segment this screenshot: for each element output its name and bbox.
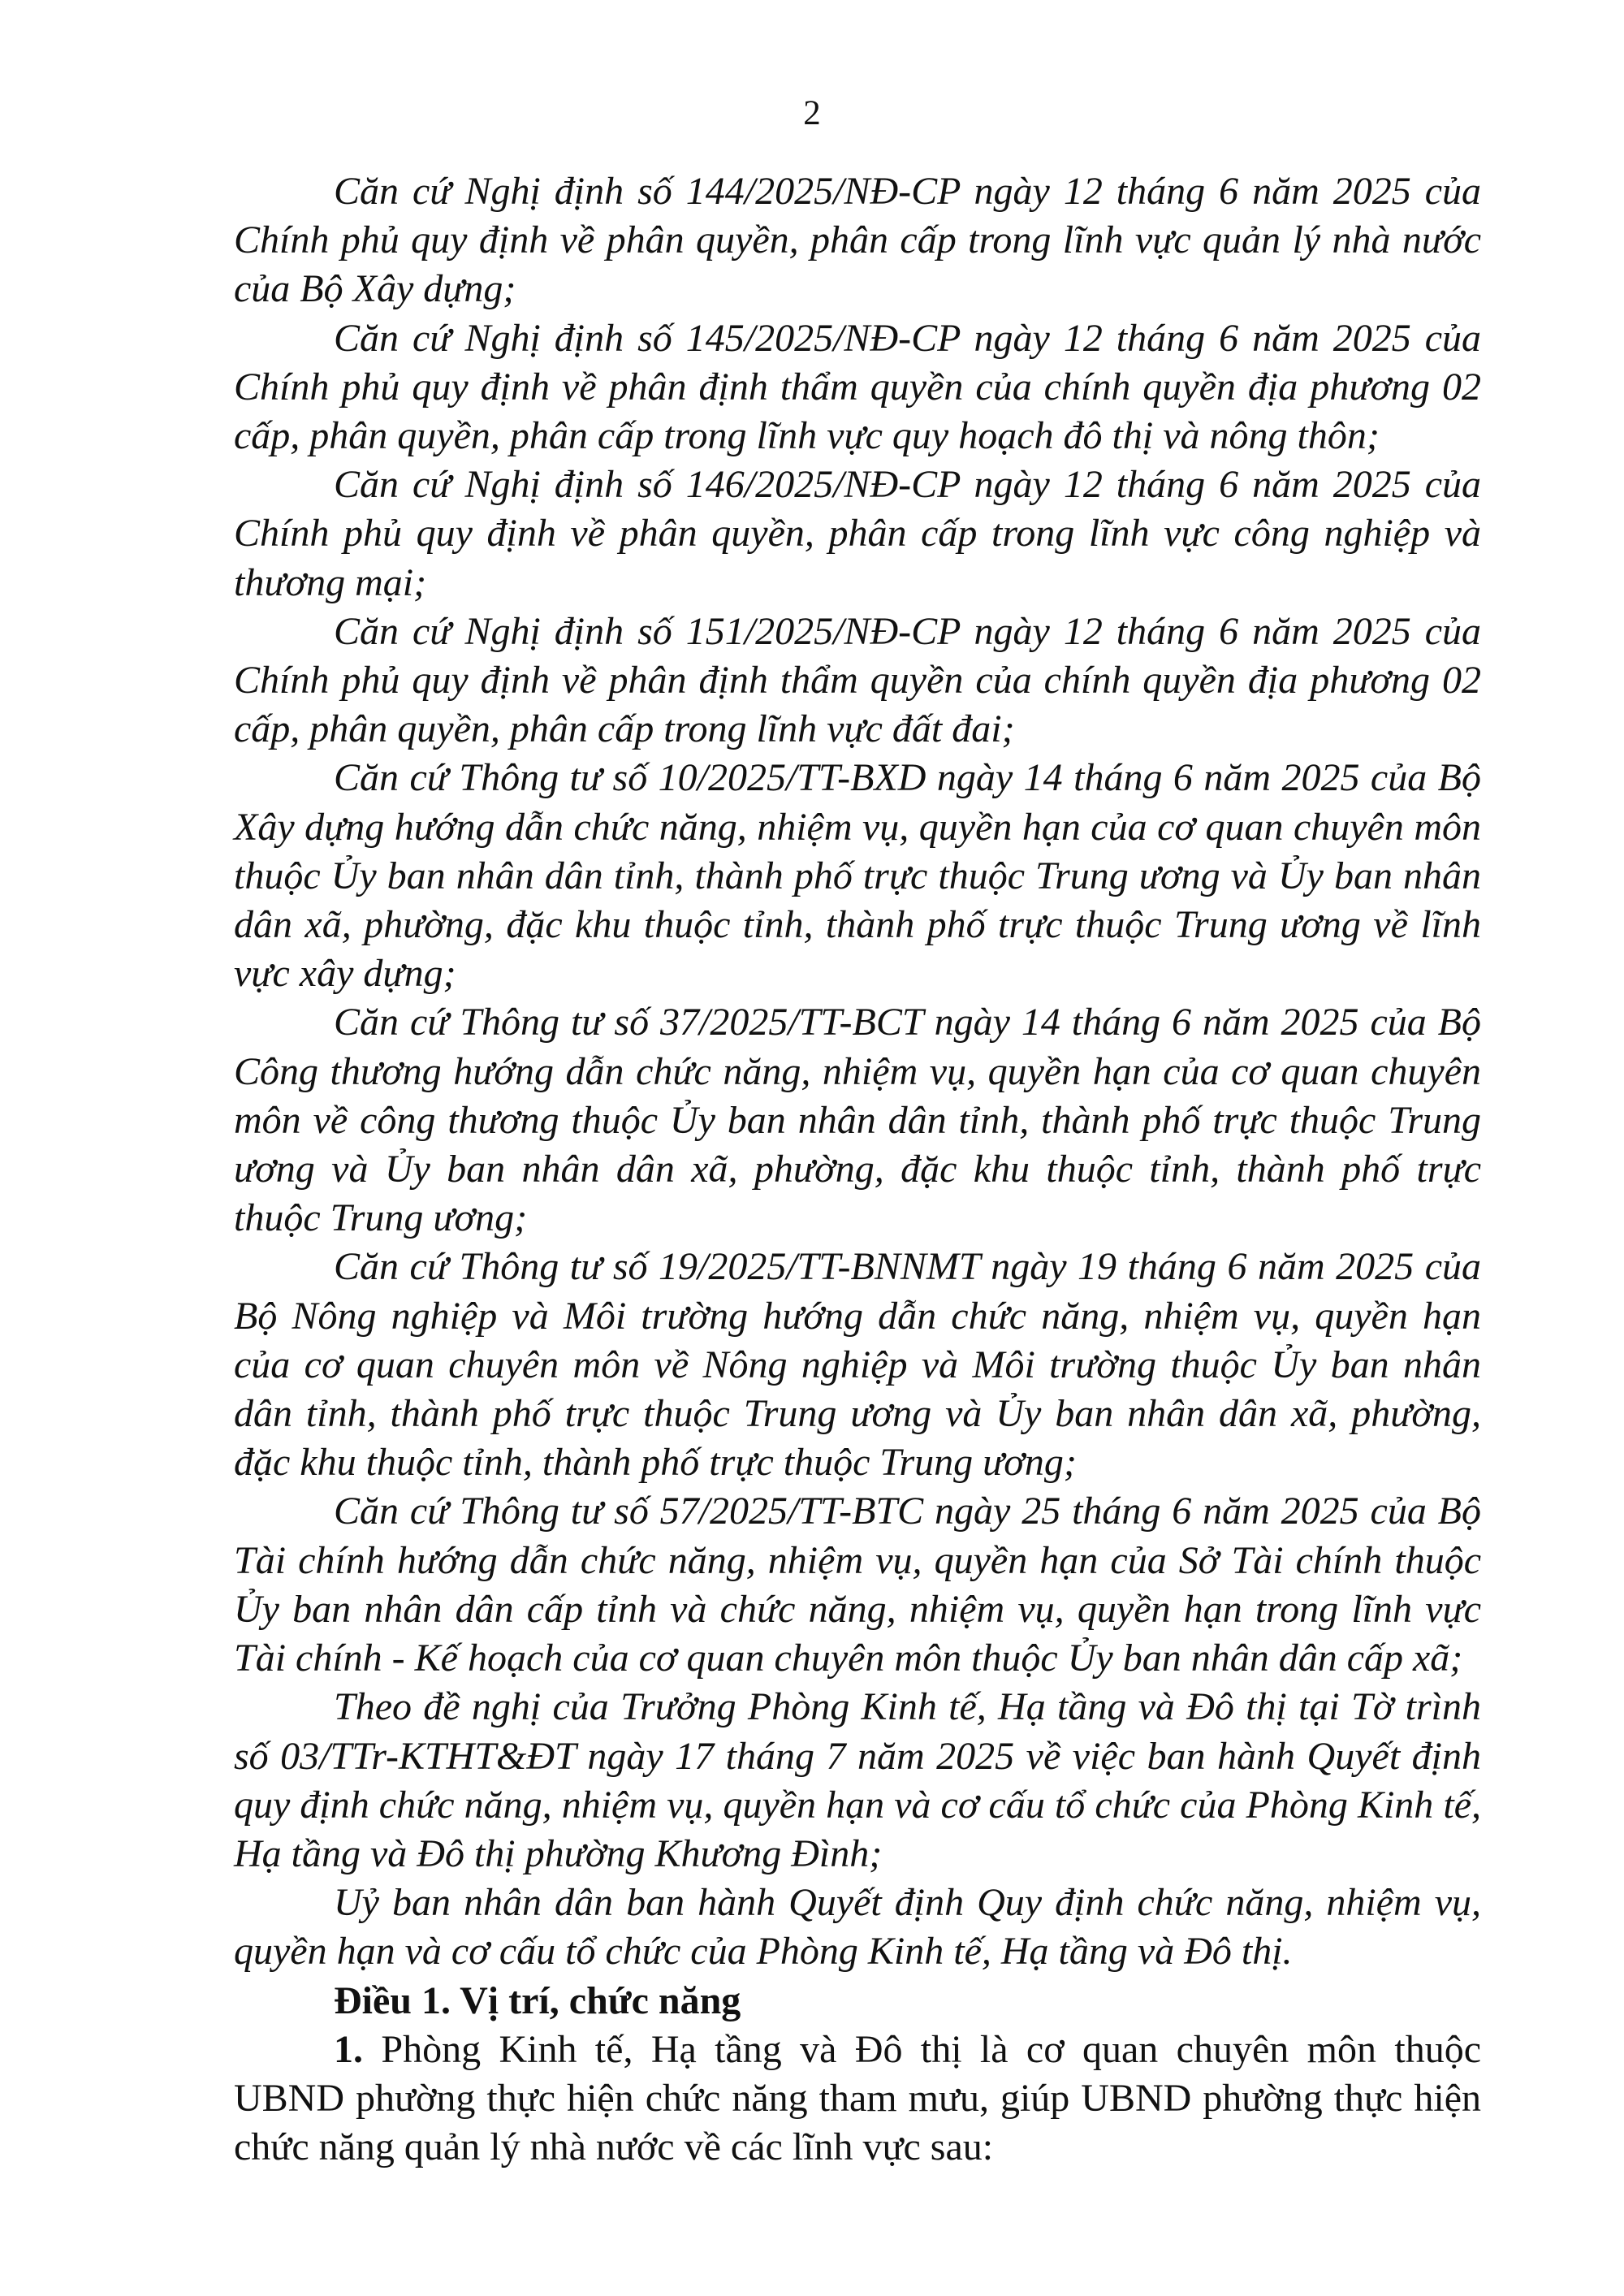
preamble-paragraph: Căn cứ Thông tư số 10/2025/TT-BXD ngày 14 tháng 6 năm 2025 của Bộ Xây dựng hướng dẫn chức năng, nhiệm vụ, quyền hạn của cơ quan chuyên môn thuộc Ủy ban nhân dân tỉnh, thành phố trực thuộc Trung ương và Ủy ban nhân dân xã, phường, đặc khu thuộc tỉnh, thành phố trực thuộc Trung ương về lĩnh vực xây dựng; [234, 756, 1481, 996]
clause-text: Phòng Kinh tế, Hạ tầng và Đô thị là cơ quan chuyên môn thuộc UBND phường thực hiện chức năng tham mưu, giúp UBND phường thực hiện chức năng quản lý nhà nước về các lĩnh vực sau: [234, 2027, 1481, 2169]
preamble-paragraph: Theo đề nghị của Trưởng Phòng Kinh tế, Hạ tầng và Đô thị tại Tờ trình số 03/TTr-KTHT&ĐT ngày 17 tháng 7 năm 2025 về việc ban hành Quyết định quy định chức năng, nhiệm vụ, quyền hạn và cơ cấu tổ chức của Phòng Kinh tế, Hạ tầng và Đô thị phường Khương Đình; [234, 1685, 1481, 1875]
page-number: 2 [803, 94, 821, 132]
preamble-paragraph: Căn cứ Thông tư số 57/2025/TT-BTC ngày 25 tháng 6 năm 2025 của Bộ Tài chính hướng dẫn chức năng, nhiệm vụ, quyền hạn của Sở Tài chính thuộc Ủy ban nhân dân cấp tỉnh và chức năng, nhiệm vụ, quyền hạn trong lĩnh vực Tài chính - Kế hoạch của cơ quan chuyên môn thuộc Ủy ban nhân dân cấp xã; [234, 1490, 1481, 1680]
preamble-paragraph: Căn cứ Nghị định số 144/2025/NĐ-CP ngày 12 tháng 6 năm 2025 của Chính phủ quy định về phân quyền, phân cấp trong lĩnh vực quản lý nhà nước của Bộ Xây dựng; [234, 170, 1481, 311]
document-body [234, 167, 1481, 2172]
article-clause [234, 2026, 1481, 2173]
preamble-paragraph: Căn cứ Thông tư số 37/2025/TT-BCT ngày 14 tháng 6 năm 2025 của Bộ Công thương hướng dẫn chức năng, nhiệm vụ, quyền hạn của cơ quan chuyên môn về công thương thuộc Ủy ban nhân dân tỉnh, thành phố trực thuộc Trung ương và Ủy ban nhân dân xã, phường, đặc khu thuộc tỉnh, thành phố trực thuộc Trung ương; [234, 1001, 1481, 1240]
preamble-paragraph: Căn cứ Nghị định số 146/2025/NĐ-CP ngày 12 tháng 6 năm 2025 của Chính phủ quy định về phân quyền, phân cấp trong lĩnh vực công nghiệp và thương mại; [234, 463, 1481, 604]
preamble-paragraph: Căn cứ Nghị định số 145/2025/NĐ-CP ngày 12 tháng 6 năm 2025 của Chính phủ quy định về phân định thẩm quyền của chính quyền địa phương 02 cấp, phân quyền, phân cấp trong lĩnh vực quy hoạch đô thị và nông thôn; [234, 316, 1481, 458]
clause-number: 1. [334, 2027, 363, 2071]
preamble-paragraph: Uỷ ban nhân dân ban hành Quyết định Quy định chức năng, nhiệm vụ, quyền hạn và cơ cấu tổ chức của Phòng Kinh tế, Hạ tầng và Đô thị. [234, 1881, 1481, 1974]
article-heading: Điều 1. Vị trí, chức năng [334, 1978, 741, 2022]
preamble-paragraph: Căn cứ Thông tư số 19/2025/TT-BNNMT ngày 19 tháng 6 năm 2025 của Bộ Nông nghiệp và Môi trường hướng dẫn chức năng, nhiệm vụ, quyền hạn của cơ quan chuyên môn về Nông nghiệp và Môi trường thuộc Ủy ban nhân dân tỉnh, thành phố trực thuộc Trung ương và Ủy ban nhân dân xã, phường, đặc khu thuộc tỉnh, thành phố trực thuộc Trung ương; [234, 1245, 1481, 1485]
preamble-paragraph: Căn cứ Nghị định số 151/2025/NĐ-CP ngày 12 tháng 6 năm 2025 của Chính phủ quy định về phân định thẩm quyền của chính quyền địa phương 02 cấp, phân quyền, phân cấp trong lĩnh vực đất đai; [234, 609, 1481, 751]
